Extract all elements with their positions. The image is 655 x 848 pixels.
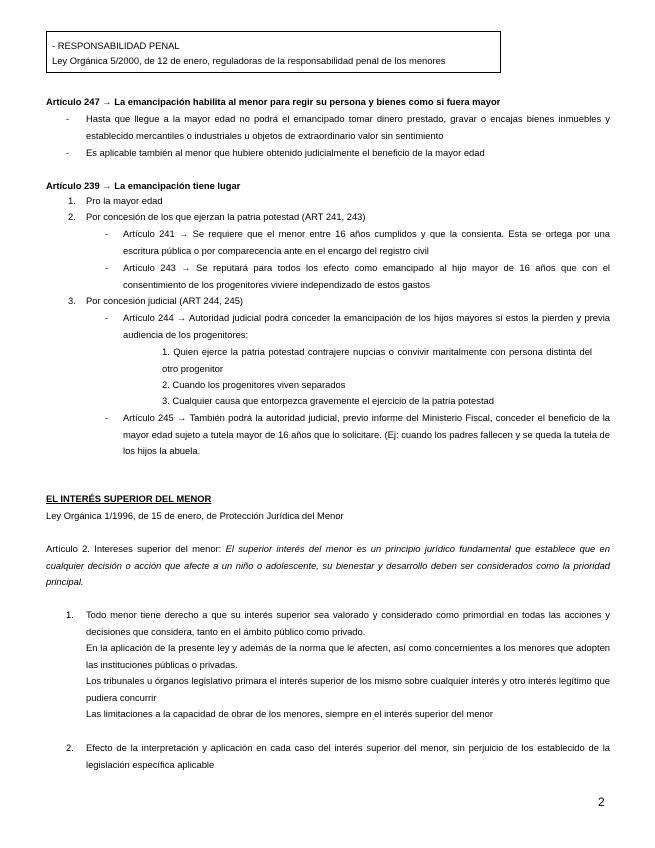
art239-heading: Artículo 239 → La emancipación tiene lugar <box>46 180 241 191</box>
art239-item-1: Pro la mayor edad <box>86 195 163 206</box>
principle-1-application: En la aplicación de la presente ley y además de la norma que le afecten, así como concernientes a los menores que adopten las instituciones públicas o privadas. <box>86 642 610 670</box>
art247-bullet-2: Es aplicable también al menor que hubiere obtenido judicialmente el beneficio de la mayor edad <box>86 147 485 158</box>
art2-paragraph <box>46 541 610 591</box>
art244-cause-2: 2. Cuando los progenitores viven separados <box>162 379 346 390</box>
art244-text: Artículo 244 → Autoridad judicial podrá conceder la emancipación de los hijos mayores si estos la pierden y previa audiencia de los progenitores: <box>123 312 610 340</box>
list-number: 1. <box>68 195 76 206</box>
bullet-dash: - <box>105 312 109 323</box>
section-title: EL INTERÉS SUPERIOR DEL MENOR <box>46 493 212 504</box>
law-reference: Ley Orgánica 1/1996, de 15 de enero, de Protección Jurídica del Menor <box>46 510 344 521</box>
principle-1-tribunals: Los tribunales u órganos legislativo primara el interés superior de los mismo sobre cualquier interés y otro interés legítimo que pudiera concurrir <box>86 675 610 703</box>
principle-1: Todo menor tiene derecho a que su interés superior sea valorado y considerado como primordial en todas las acciones y decisiones que considera, tanto en el ámbito público como privado. <box>86 609 610 637</box>
page-number: 2 <box>598 795 605 809</box>
bullet-dash: - <box>105 228 109 239</box>
art239-item-3: Por concesión judicial (ART 244, 245) <box>86 295 244 306</box>
art239-item-2: Por concesión de los que ejerzan la patria potestad (ART 241, 243) <box>86 211 366 222</box>
art247-heading: Artículo 247 → La emancipación habilita al menor para regir su persona y bienes como si fuera mayor <box>46 96 501 107</box>
list-number: 3. <box>68 295 76 306</box>
law-reference-box <box>46 31 501 73</box>
art2-definition: El superior interés del menor es un principio jurídico fundamental que establece que en cualquier decisión o acción que afecte a un niño o adolescente, su bienestar y desarrollo deben ser considerados como la prioridad principal. <box>46 543 610 587</box>
list-number: 2. <box>68 211 76 222</box>
art247-bullet-1: Hasta que llegue a la mayor edad no podrá el emancipado tomar dinero prestado, gravar o encajas bienes inmuebles y establecido mercantiles o industriales u objetos de extraordinario valor sin sentimiento <box>86 113 610 141</box>
art244-cause-3: 3. Cualquier causa que entorpezca gravemente el ejercicio de la patria potestad <box>162 395 494 406</box>
bullet-dash: - <box>66 113 70 124</box>
art2-label: Artículo 2. Intereses superior del menor: <box>46 543 222 554</box>
art245-text: Artículo 245 → También podrá la autoridad judicial, previo informe del Ministerio Fiscal, conceder el beneficio de la mayor edad sujeto a tutela mayor de 16 años que lo solicitare. (Ej: cuando los padres fallecen y se queda la tutela de los hijos la abuela. <box>123 412 610 456</box>
principle-1-limits: Las limitaciones a la capacidad de obrar de los menores, siempre en el interés superior del menor <box>86 708 493 719</box>
box-title: - RESPONSABILIDAD PENAL <box>52 40 180 51</box>
box-law: Ley Orgánica 5/2000, de 12 de enero, reguladoras de la responsabilidad penal de los menores <box>52 55 446 66</box>
art241-text: Artículo 241 → Se requiere que el menor entre 16 años cumplidos y que la consienta. Esta se ortega por una escritura pública o por comparecencia ante en el encargo del registro civil <box>123 228 610 256</box>
bullet-dash: - <box>105 262 109 273</box>
principle-2: Efecto de la interpretación y aplicación en cada caso del interés superior del menor, sin perjuicio de los establecido de la legislación específica aplicable <box>86 742 610 770</box>
list-number: 2. <box>66 742 74 753</box>
list-number: 1. <box>66 609 74 620</box>
art244-cause-1: 1. Quien ejerce la patria potestad contrajere nupcias o convivir maritalmente con persona distinta del otro progenitor <box>162 346 592 374</box>
bullet-dash: - <box>105 412 109 423</box>
art243-text: Artículo 243 → Se reputará para todos los efecto como emancipado al hijo mayor de 16 años que con el consentimiento de los progenitores viviere independizado de estos gastos <box>123 262 610 290</box>
bullet-dash: - <box>66 147 70 158</box>
